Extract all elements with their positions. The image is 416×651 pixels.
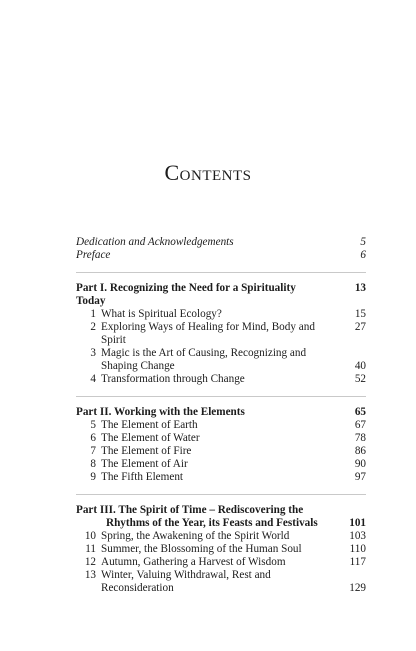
- toc-page-number: 78: [354, 432, 366, 444]
- toc-page-number: 52: [354, 373, 366, 385]
- toc-page-number: 101: [349, 517, 366, 529]
- page-title: [0, 160, 416, 186]
- section-divider: [76, 494, 366, 495]
- chapter-title: Autumn, Gathering a Harvest of Wisdom: [101, 556, 286, 568]
- chapter-number: 1: [90, 308, 96, 320]
- toc-page-number: 5: [360, 236, 366, 248]
- toc-page-number: 86: [354, 445, 366, 457]
- toc-chapter-6[interactable]: [76, 432, 366, 445]
- table-of-contents: [76, 236, 366, 595]
- section-divider: [76, 396, 366, 397]
- chapter-title: The Element of Earth: [101, 419, 198, 431]
- chapter-title: What is Spiritual Ecology?: [101, 308, 222, 320]
- chapter-title-continued: Reconsideration: [101, 582, 174, 594]
- toc-page-number: 6: [360, 249, 366, 261]
- toc-page-number: 65: [354, 406, 366, 418]
- part-title: Part II. Working with the Elements: [76, 406, 245, 418]
- toc-part-1[interactable]: [76, 282, 366, 308]
- toc-entry-preface[interactable]: [76, 249, 366, 262]
- chapter-number: 13: [84, 569, 96, 581]
- chapter-title: The Element of Fire: [101, 445, 192, 457]
- toc-page-number: 15: [354, 308, 366, 320]
- chapter-number: 9: [90, 471, 96, 483]
- toc-page-number: 110: [349, 543, 366, 555]
- section-divider: [76, 272, 366, 273]
- chapter-number: 2: [90, 321, 96, 333]
- chapter-title: Spring, the Awakening of the Spirit World: [101, 530, 290, 542]
- chapter-title: The Element of Air: [101, 458, 188, 470]
- toc-entry-dedication[interactable]: [76, 236, 366, 249]
- chapter-title: Exploring Ways of Healing for Mind, Body and Spirit: [101, 321, 315, 346]
- toc-entry-label: Dedication and Acknowledgements: [76, 236, 234, 248]
- chapter-title-continued: Shaping Change: [101, 360, 175, 372]
- chapter-number: 4: [90, 373, 96, 385]
- toc-page-number: 117: [349, 556, 366, 568]
- part-title-continued: Rhythms of the Year, its Feasts and Festivals: [106, 517, 318, 529]
- chapter-number: 6: [90, 432, 96, 444]
- toc-part-3[interactable]: [76, 504, 366, 530]
- toc-page-number: 97: [354, 471, 366, 483]
- toc-page-number: 103: [349, 530, 366, 542]
- toc-page-number: 67: [354, 419, 366, 431]
- toc-chapter-2[interactable]: [76, 321, 366, 347]
- toc-chapter-9[interactable]: [76, 471, 366, 484]
- toc-chapter-5[interactable]: [76, 419, 366, 432]
- toc-chapter-1[interactable]: [76, 308, 366, 321]
- chapter-number: 11: [85, 543, 96, 555]
- toc-chapter-12[interactable]: [76, 556, 366, 569]
- chapter-title: The Element of Water: [101, 432, 200, 444]
- toc-chapter-13[interactable]: [76, 569, 366, 595]
- toc-page-number: 27: [354, 321, 366, 333]
- chapter-title: Transformation through Change: [101, 373, 245, 385]
- toc-page-number: 13: [354, 282, 366, 294]
- chapter-number: 10: [84, 530, 96, 542]
- chapter-number: 12: [84, 556, 96, 568]
- toc-chapter-10[interactable]: [76, 530, 366, 543]
- toc-chapter-7[interactable]: [76, 445, 366, 458]
- toc-page-number: 40: [354, 360, 366, 372]
- chapter-title: Winter, Valuing Withdrawal, Rest and: [101, 569, 271, 581]
- toc-chapter-11[interactable]: [76, 543, 366, 556]
- page-title-text: Contents: [164, 160, 252, 185]
- chapter-title: Summer, the Blossoming of the Human Soul: [101, 543, 302, 555]
- toc-chapter-4[interactable]: [76, 373, 366, 386]
- toc-entry-label: Preface: [76, 249, 111, 261]
- chapter-number: 8: [90, 458, 96, 470]
- chapter-number: 5: [90, 419, 96, 431]
- part-title: Part I. Recognizing the Need for a Spirituality Today: [76, 282, 296, 307]
- chapter-title: Magic is the Art of Causing, Recognizing and: [101, 347, 307, 359]
- toc-page-number: 129: [349, 582, 366, 594]
- toc-part-2[interactable]: [76, 406, 366, 419]
- chapter-title: The Fifth Element: [101, 471, 184, 483]
- part-title: Part III. The Spirit of Time – Rediscovering the: [76, 504, 304, 516]
- toc-chapter-8[interactable]: [76, 458, 366, 471]
- chapter-number: 3: [90, 347, 96, 359]
- chapter-number: 7: [90, 445, 96, 457]
- toc-chapter-3[interactable]: [76, 347, 366, 373]
- toc-page-number: 90: [354, 458, 366, 470]
